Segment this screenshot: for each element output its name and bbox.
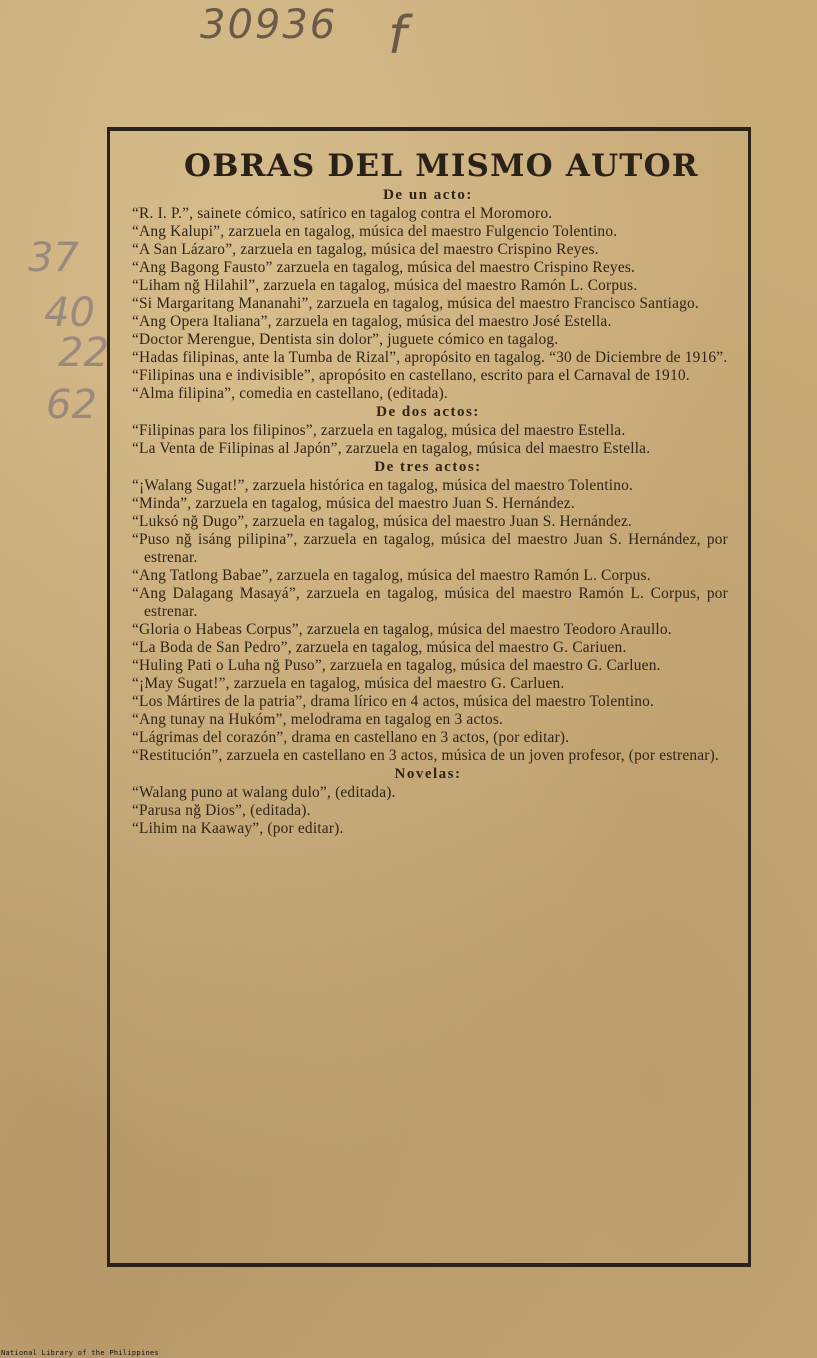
list-item: “Ang tunay na Hukóm”, melodrama en tagalog en 3 actos.: [132, 711, 504, 728]
section-heading: De dos actos:: [376, 404, 480, 420]
list-item: “A San Lázaro”, zarzuela en tagalog, música del maestro Crispino Reyes.: [132, 241, 599, 258]
list-item: “Ang Tatlong Babae”, zarzuela en tagalog, música del maestro Ramón L. Corpus.: [132, 567, 651, 584]
list-item: “Si Margaritang Mananahi”, zarzuela en tagalog, música del maestro Francisco Santiago.: [132, 295, 699, 312]
library-footer: National Library of the Philippines: [1, 1349, 160, 1357]
margin-note: 62: [46, 382, 97, 428]
list-item: “Gloria o Habeas Corpus”, zarzuela en tagalog, música del maestro Teodoro Araullo.: [132, 621, 672, 638]
section-two-acts: [128, 403, 728, 458]
margin-note: 37: [28, 235, 79, 281]
section-heading: De un acto:: [383, 187, 473, 203]
handwritten-catalog-mark: f: [388, 6, 409, 66]
list-item: “Filipinas para los filipinos”, zarzuela en tagalog, música del maestro Estella.: [132, 422, 626, 439]
works-list: [128, 148, 728, 838]
list-item: “Minda”, zarzuela en tagalog, música del maestro Juan S. Hernández.: [132, 495, 575, 512]
list-item: “Hadas filipinas, ante la Tumba de Rizal”, apropósito en tagalog. “30 de Diciembre de 1916”.: [132, 349, 728, 366]
section-three-acts: [128, 458, 728, 765]
list-item: “Huling Pati o Luha nğ Puso”, zarzuela en tagalog, música del maestro G. Carluen.: [132, 657, 661, 674]
list-item: “Puso nğ isáng pilipina”, zarzuela en tagalog, música del maestro Juan S. Hernández, por estrenar.: [132, 531, 728, 566]
section-novels: [128, 765, 728, 838]
list-item: “Lágrimas del corazón”, drama en castellano en 3 actos, (por editar).: [132, 729, 570, 746]
list-item: “R. I. P.”, sainete cómico, satírico en tagalog contra el Moromoro.: [132, 205, 553, 222]
list-item: “¡May Sugat!”, zarzuela en tagalog, música del maestro G. Carluen.: [132, 675, 565, 692]
handwritten-catalog-number: 30936: [200, 2, 338, 48]
list-item: “Los Mártires de la patria”, drama lírico en 4 actos, música del maestro Tolentino.: [132, 693, 655, 710]
list-item: “Restitución”, zarzuela en castellano en 3 actos, música de un joven profesor, (por estrenar).: [132, 747, 719, 764]
margin-note: 22: [58, 330, 109, 376]
list-item: “Filipinas una e indivisible”, apropósito en castellano, escrito para el Carnaval de 1910.: [132, 367, 690, 384]
list-item: “Alma filipina”, comedia en castellano, (editada).: [132, 385, 448, 402]
section-heading: De tres actos:: [374, 459, 482, 475]
list-item: “La Boda de San Pedro”, zarzuela en tagalog, música del maestro G. Cariuen.: [132, 639, 627, 656]
margin-note: 40: [44, 290, 95, 336]
page-title: OBRAS DEL MISMO AUTOR: [184, 148, 699, 184]
section-one-act: [128, 186, 728, 403]
list-item: “Lihim na Kaaway”, (por editar).: [132, 820, 344, 837]
list-item: “¡Walang Sugat!”, zarzuela histórica en tagalog, música del maestro Tolentino.: [132, 477, 634, 494]
list-item: “Doctor Merengue, Dentista sin dolor”, juguete cómico en tagalog.: [132, 331, 559, 348]
list-item: “Walang puno at walang dulo”, (editada).: [132, 784, 396, 801]
list-item: “Ang Kalupi”, zarzuela en tagalog, música del maestro Fulgencio Tolentino.: [132, 223, 618, 240]
list-item: “Ang Dalagang Masayá”, zarzuela en tagalog, música del maestro Ramón L. Corpus, por estrenar.: [132, 585, 728, 620]
list-item: “Liham nğ Hilahil”, zarzuela en tagalog, música del maestro Ramón L. Corpus.: [132, 277, 638, 294]
list-item: “Luksó nğ Dugo”, zarzuela en tagalog, música del maestro Juan S. Hernández.: [132, 513, 633, 530]
list-item: “La Venta de Filipinas al Japón”, zarzuela en tagalog, música del maestro Estella.: [132, 440, 651, 457]
list-item: “Parusa nğ Dios”, (editada).: [132, 802, 311, 819]
list-item: “Ang Opera Italiana”, zarzuela en tagalog, música del maestro José Estella.: [132, 313, 612, 330]
list-item: “Ang Bagong Fausto” zarzuela en tagalog, música del maestro Crispino Reyes.: [132, 259, 636, 276]
section-heading: Novelas:: [394, 766, 462, 782]
